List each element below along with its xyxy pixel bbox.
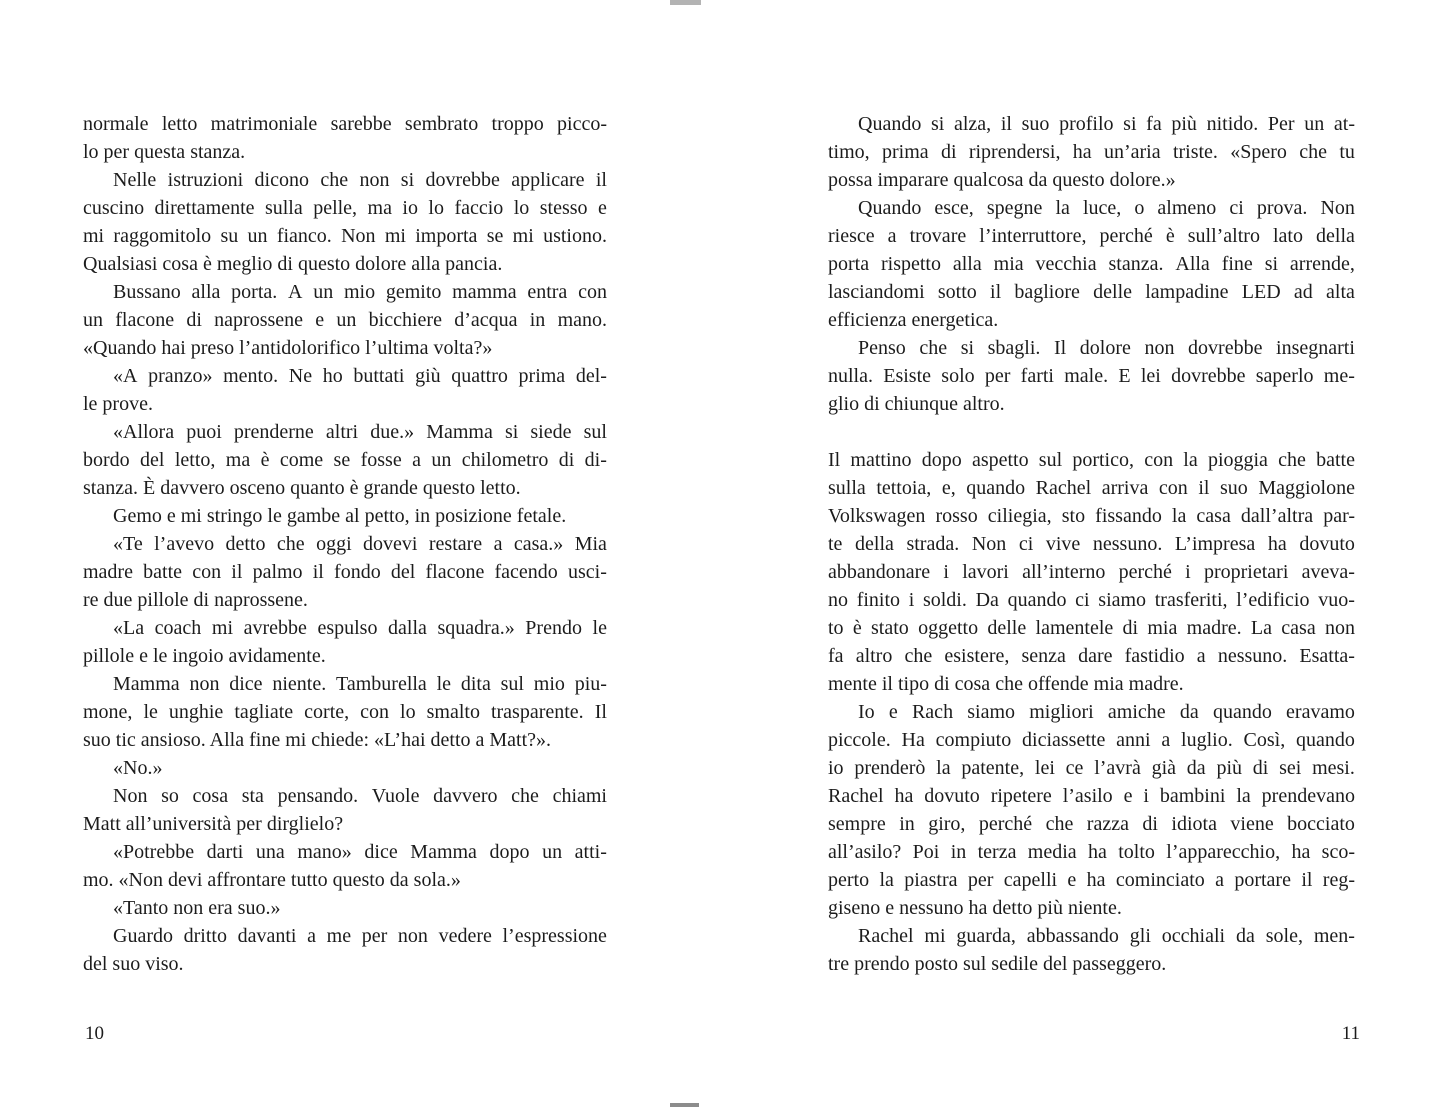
text-line: normale letto matrimoniale sarebbe sembrato troppo picco-	[83, 113, 607, 135]
text-line: Rachel ha dovuto ripetere l’asilo e i bambini la prendevano	[828, 785, 1355, 807]
text-line: fa altro che esistere, senza dare fastidio a nessuno. Esatta-	[828, 645, 1355, 667]
text-line: to è stato oggetto delle lamentele di mia madre. La casa non	[828, 617, 1355, 639]
text-line: Nelle istruzioni dicono che non si dovrebbe applicare il	[113, 169, 607, 191]
text-line: all’asilo? Poi in terza media ha tolto l’apparecchio, ha sco-	[828, 841, 1355, 863]
text-line: sempre in giro, perché che razza di idiota viene bocciato	[828, 813, 1355, 835]
fold-mark-top	[670, 0, 701, 5]
text-line: Gemo e mi stringo le gambe al petto, in posizione fetale.	[113, 505, 567, 527]
page-number-left: 10	[85, 1023, 104, 1044]
text-line: re due pillole di naprossene.	[83, 589, 308, 611]
text-line: porta rispetto alla mia vecchia stanza. Alla fine si arrende,	[828, 253, 1355, 275]
text-line: Non so cosa sta pensando. Vuole davvero che chiami	[113, 785, 607, 807]
page-number-right: 11	[1341, 1023, 1360, 1044]
text-line: timo, prima di riprendersi, ha un’aria triste. «Spero che tu	[828, 141, 1355, 163]
fold-mark-bottom	[670, 1103, 699, 1107]
text-line: pillole e le ingoio avidamente.	[83, 645, 326, 667]
text-line: mente il tipo di cosa che offende mia madre.	[828, 673, 1184, 695]
text-line: «Quando hai preso l’antidolorifico l’ultima volta?»	[83, 337, 493, 359]
text-line: Bussano alla porta. A un mio gemito mamma entra con	[113, 281, 607, 303]
text-line: del suo viso.	[83, 953, 184, 975]
text-line: «Tanto non era suo.»	[113, 897, 281, 919]
text-line: «Potrebbe darti una mano» dice Mamma dopo un atti-	[113, 841, 607, 863]
text-line: glio di chiunque altro.	[828, 393, 1005, 415]
text-line: «A pranzo» mento. Ne ho buttati giù quattro prima del-	[113, 365, 607, 387]
text-line: Il mattino dopo aspetto sul portico, con la pioggia che batte	[828, 449, 1355, 471]
text-line: stanza. È davvero osceno quanto è grande questo letto.	[83, 477, 521, 499]
page-left-text	[83, 110, 607, 978]
text-line: suo tic ansioso. Alla fine mi chiede: «L’hai detto a Matt?».	[83, 729, 552, 751]
text-line: Guardo dritto davanti a me per non vedere l’espressione	[113, 925, 607, 947]
text-line: «La coach mi avrebbe espulso dalla squadra.» Prendo le	[113, 617, 607, 639]
text-line: Matt all’università per dirglielo?	[83, 813, 344, 835]
text-line: abbandonare i lavori all’interno perché i proprietari aveva-	[828, 561, 1355, 583]
text-line: Penso che si sbagli. Il dolore non dovrebbe insegnarti	[858, 337, 1355, 359]
text-line: «Allora puoi prenderne altri due.» Mamma si siede sul	[113, 421, 607, 443]
text-line: mi raggomitolo su un fianco. Non mi importa se mi ustiono.	[83, 225, 607, 247]
text-line: io prenderò la patente, lei ce l’avrà già da più di sei mesi.	[828, 757, 1355, 779]
text-line: un flacone di naprossene e un bicchiere d’acqua in mano.	[83, 309, 607, 331]
text-line: Volkswagen rosso ciliegia, sto fissando la casa dall’altra par-	[828, 505, 1355, 527]
text-line: mo. «Non devi affrontare tutto questo da sola.»	[83, 869, 461, 891]
text-line: nulla. Esiste solo per farti male. E lei dovrebbe saperlo me-	[828, 365, 1355, 387]
text-line: le prove.	[83, 393, 153, 415]
text-line: perto la piastra per capelli e ha cominciato a portare il reg-	[828, 869, 1355, 891]
text-line: mone, le unghie tagliate corte, con lo smalto trasparente. Il	[83, 701, 607, 723]
text-line: cuscino direttamente sulla pelle, ma io lo faccio lo stesso e	[83, 197, 607, 219]
page-right-text	[828, 110, 1355, 978]
text-line: riesce a trovare l’interruttore, perché è sull’altro lato della	[828, 225, 1355, 247]
text-line: tre prendo posto sul sedile del passeggero.	[828, 953, 1167, 975]
text-line: efficienza energetica.	[828, 309, 999, 331]
text-line: possa imparare qualcosa da questo dolore.»	[828, 169, 1176, 191]
text-line: «No.»	[113, 757, 163, 779]
text-line: giseno e nessuno ha detto più niente.	[828, 897, 1122, 919]
text-line: «Te l’avevo detto che oggi dovevi restare a casa.» Mia	[113, 533, 607, 555]
text-line: no finito i soldi. Da quando ci siamo trasferiti, l’edificio vuo-	[828, 589, 1355, 611]
text-line: Mamma non dice niente. Tamburella le dita sul mio piu-	[113, 673, 607, 695]
text-line: Io e Rach siamo migliori amiche da quando eravamo	[858, 701, 1355, 723]
text-line: Qualsiasi cosa è meglio di questo dolore alla pancia.	[83, 253, 503, 275]
text-line: piccole. Ha compiuto diciassette anni a luglio. Così, quando	[828, 729, 1355, 751]
text-line: lo per questa stanza.	[83, 141, 246, 163]
text-line: bordo del letto, ma è come se fosse a un chilometro di di-	[83, 449, 607, 471]
text-line: sulla tettoia, e, quando Rachel arriva con il suo Maggiolone	[828, 477, 1355, 499]
text-line: te della strada. Non ci vive nessuno. L’impresa ha dovuto	[828, 533, 1355, 555]
text-line: Quando esce, spegne la luce, o almeno ci prova. Non	[858, 197, 1355, 219]
text-line: Rachel mi guarda, abbassando gli occhiali da sole, men-	[858, 925, 1355, 947]
text-line: Quando si alza, il suo profilo si fa più nitido. Per un at-	[858, 113, 1355, 135]
blank-line	[828, 418, 1355, 446]
text-line: lasciandomi sotto il bagliore delle lampadine LED ad alta	[828, 281, 1355, 303]
text-line: madre batte con il palmo il fondo del flacone facendo usci-	[83, 561, 607, 583]
